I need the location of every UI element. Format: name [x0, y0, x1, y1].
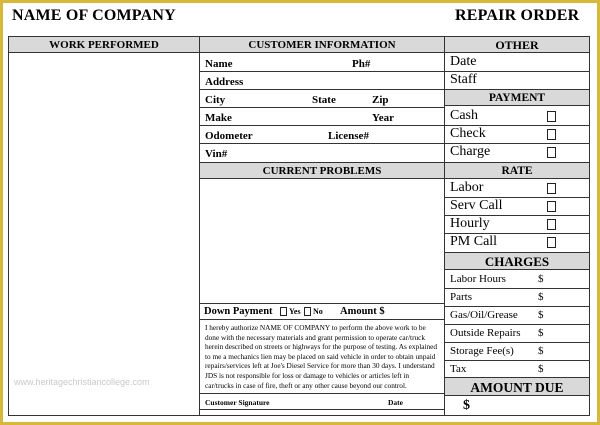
odometer-label: Odometer [205, 130, 253, 142]
labor-hours-label: Labor Hours [450, 273, 506, 285]
hourly-checkbox[interactable] [547, 219, 556, 230]
labor-checkbox[interactable] [547, 183, 556, 194]
year-label: Year [372, 112, 394, 124]
down-payment-yes-checkbox[interactable] [280, 307, 287, 316]
labor-label: Labor [450, 180, 484, 195]
row-line [200, 89, 444, 90]
gas-oil-grease-dollar: $ [538, 309, 544, 321]
row-line [445, 342, 589, 343]
yes-label: Yes [289, 307, 301, 316]
row-line [200, 143, 444, 144]
watermark-text: www.heritagechristiancollege.com [14, 377, 150, 387]
company-name: NAME OF COMPANY [12, 7, 176, 24]
customer-information-heading: CUSTOMER INFORMATION [200, 37, 444, 53]
pm-call-checkbox[interactable] [547, 237, 556, 248]
current-problems-area[interactable] [200, 179, 444, 303]
row-line [445, 324, 589, 325]
storage-fees-dollar: $ [538, 345, 544, 357]
check-checkbox[interactable] [547, 129, 556, 140]
amount-due-heading: AMOUNT DUE [445, 377, 589, 396]
license-label: License# [328, 130, 369, 142]
phone-label: Ph# [352, 58, 371, 70]
no-label: No [313, 307, 323, 316]
signature-date-label: Date [388, 398, 403, 407]
cash-label: Cash [450, 108, 478, 123]
row-line [200, 107, 444, 108]
serv-call-checkbox[interactable] [547, 201, 556, 212]
row-line [445, 288, 589, 289]
row-line [200, 71, 444, 72]
storage-fees-label: Storage Fee(s) [450, 345, 514, 357]
current-problems-heading: CURRENT PROBLEMS [200, 162, 444, 179]
row-line [200, 393, 444, 394]
check-label: Check [450, 126, 486, 141]
staff-label: Staff [450, 72, 477, 87]
row-line [445, 360, 589, 361]
state-label: State [312, 94, 336, 106]
row-line [200, 409, 444, 410]
charge-checkbox[interactable] [547, 147, 556, 158]
charge-label: Charge [450, 144, 491, 159]
row-line [445, 306, 589, 307]
other-date-label: Date [450, 54, 477, 69]
gas-oil-grease-label: Gas/Oil/Grease [450, 309, 518, 321]
customer-signature-label: Customer Signature [205, 398, 270, 407]
name-label: Name [205, 58, 233, 70]
amount-label: Amount $ [340, 306, 385, 317]
serv-call-label: Serv Call [450, 198, 503, 213]
work-performed-heading: WORK PERFORMED [9, 37, 199, 53]
other-heading: OTHER [445, 37, 589, 53]
make-label: Make [205, 112, 232, 124]
tax-label: Tax [450, 363, 467, 375]
payment-heading: PAYMENT [445, 89, 589, 106]
down-payment-no-checkbox[interactable] [304, 307, 311, 316]
row-line [200, 319, 444, 320]
outside-repairs-label: Outside Repairs [450, 327, 521, 339]
row-line [200, 303, 444, 304]
cash-checkbox[interactable] [547, 111, 556, 122]
city-label: City [205, 94, 226, 106]
parts-label: Parts [450, 291, 472, 303]
hourly-label: Hourly [450, 216, 490, 231]
amount-due-dollar: $ [463, 398, 470, 413]
vin-label: Vin# [205, 148, 228, 160]
parts-dollar: $ [538, 291, 544, 303]
work-performed-area[interactable] [9, 53, 199, 415]
address-label: Address [205, 76, 244, 88]
row-line [200, 125, 444, 126]
tax-dollar: $ [538, 363, 544, 375]
zip-label: Zip [372, 94, 389, 106]
down-payment-label: Down Payment [204, 306, 273, 317]
rate-heading: RATE [445, 162, 589, 179]
authorization-text: I hereby authorize NAME OF COMPANY to perform the above work to be done with the necessary materials and grant permission to operate car/truck herein described on streets or highways for the purpose of testing. As explained to me a mechanics lien may be placed on said vehicle in order to obtain unpaid repairs/services left at Joe's Diesel Service for more than 30 days. I understand JDS is not responsible for loss or damage to vehicles or articles left in car/trucks in case of fire, theft or any other cause beyond our control. [205, 323, 438, 390]
pm-call-label: PM Call [450, 234, 498, 249]
labor-hours-dollar: $ [538, 273, 544, 285]
charges-heading: CHARGES [445, 252, 589, 270]
form-title: REPAIR ORDER [455, 7, 580, 24]
outside-repairs-dollar: $ [538, 327, 544, 339]
